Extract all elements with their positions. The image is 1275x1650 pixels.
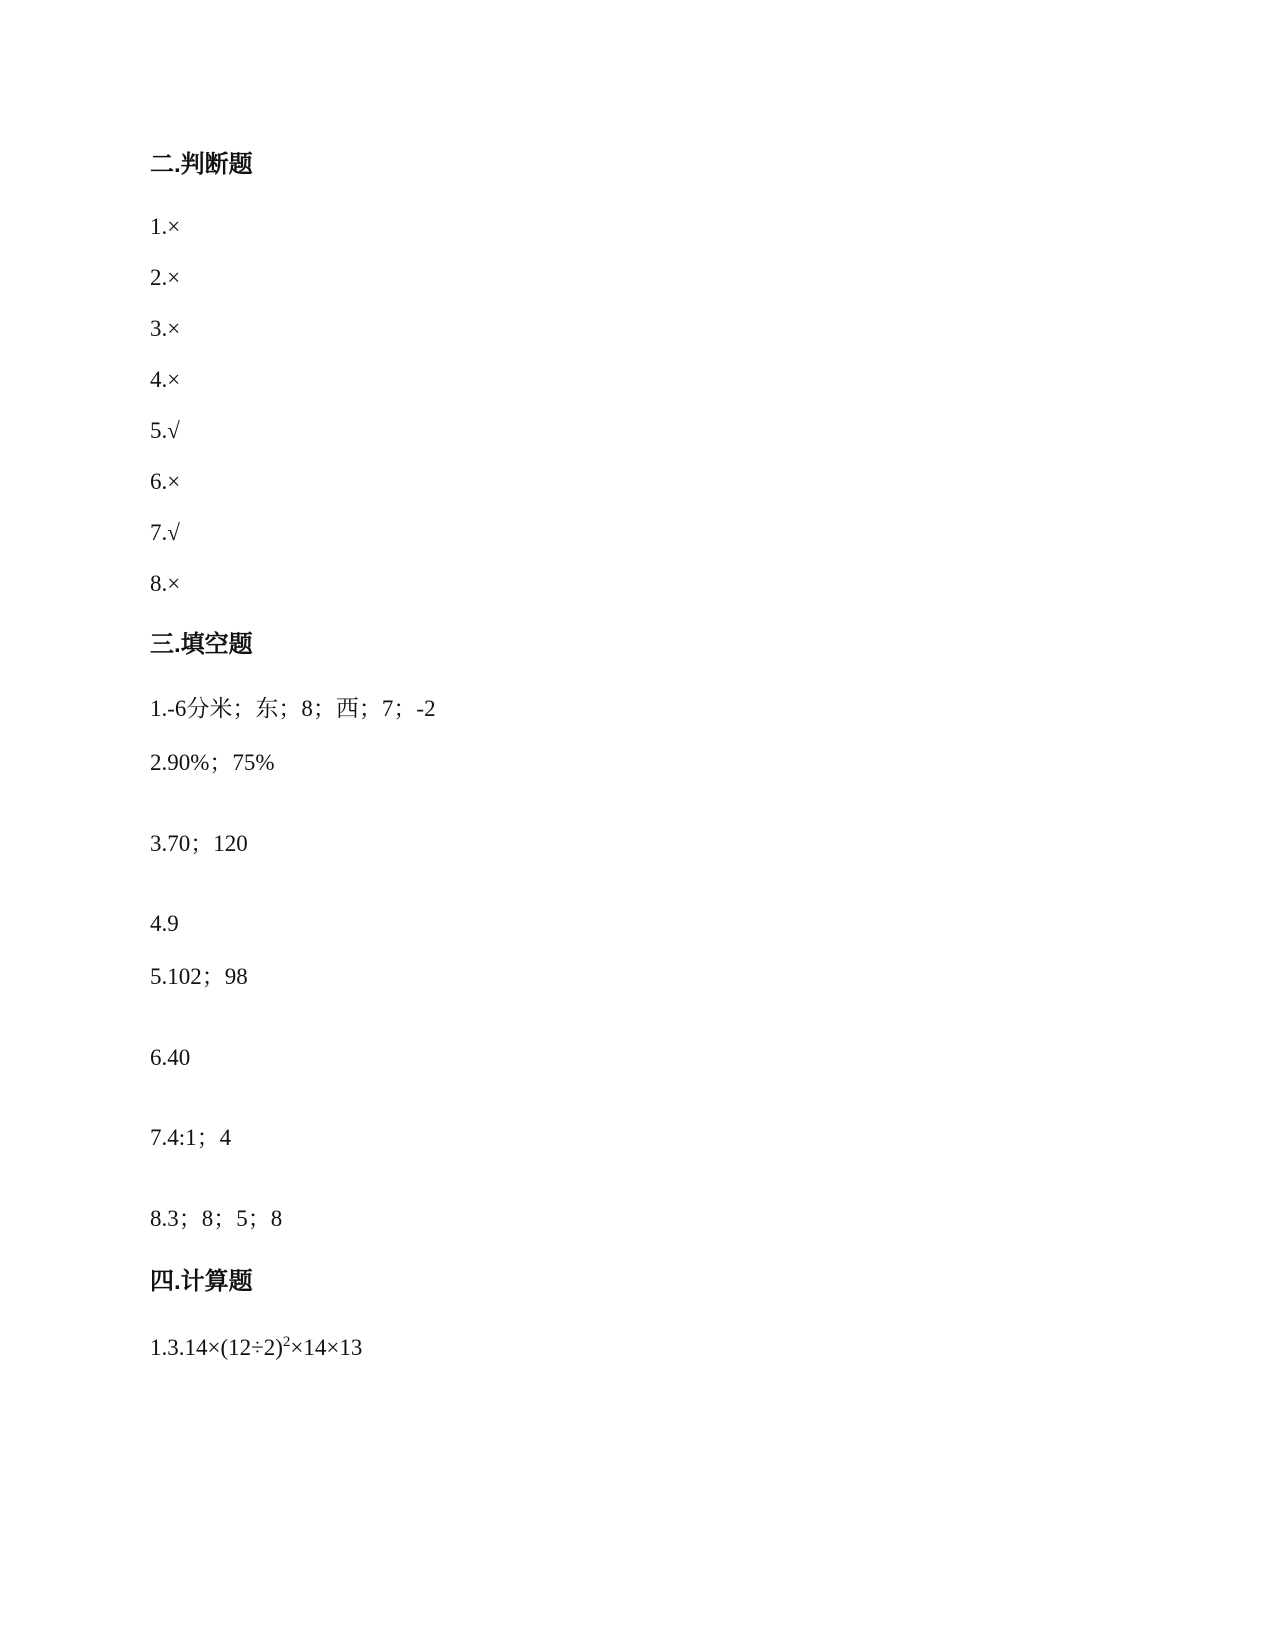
fill-blank-answer-1: 1.-6分米；东；8；西；7；-2 <box>150 696 436 721</box>
judgement-answer-7: 7.√ <box>150 520 180 545</box>
calculation-expression-part-1: 1.3.14×(12÷2) <box>150 1335 283 1360</box>
judgement-answer-3: 3.× <box>150 316 181 341</box>
judgement-answer-5: 5.√ <box>150 418 180 443</box>
fill-blank-answer-5: 5.102；98 <box>150 964 248 989</box>
judgement-answer-4: 4.× <box>150 367 181 392</box>
judgement-answer-6: 6.× <box>150 469 181 494</box>
fill-blank-answer-2: 2.90%；75% <box>150 750 275 775</box>
fill-blank-answer-3: 3.70；120 <box>150 831 248 856</box>
section-heading-fill-blank: 三.填空题 <box>150 631 253 658</box>
calculation-expression-part-2: ×14×13 <box>290 1335 363 1360</box>
fill-blank-answer-8: 8.3；8；5；8 <box>150 1206 283 1231</box>
fill-blank-answer-6: 6.40 <box>150 1045 191 1070</box>
judgement-answer-1: 1.× <box>150 214 181 239</box>
judgement-answer-8: 8.× <box>150 571 181 596</box>
fill-blank-answer-4: 4.9 <box>150 911 179 936</box>
section-heading-judgement: 二.判断题 <box>150 151 253 178</box>
exponent: 2 <box>282 1334 291 1350</box>
judgement-answer-2: 2.× <box>150 265 181 290</box>
section-heading-calculation: 四.计算题 <box>150 1268 253 1295</box>
calculation-answer-1 <box>150 1334 362 1362</box>
fill-blank-answer-7: 7.4:1；4 <box>150 1125 232 1150</box>
